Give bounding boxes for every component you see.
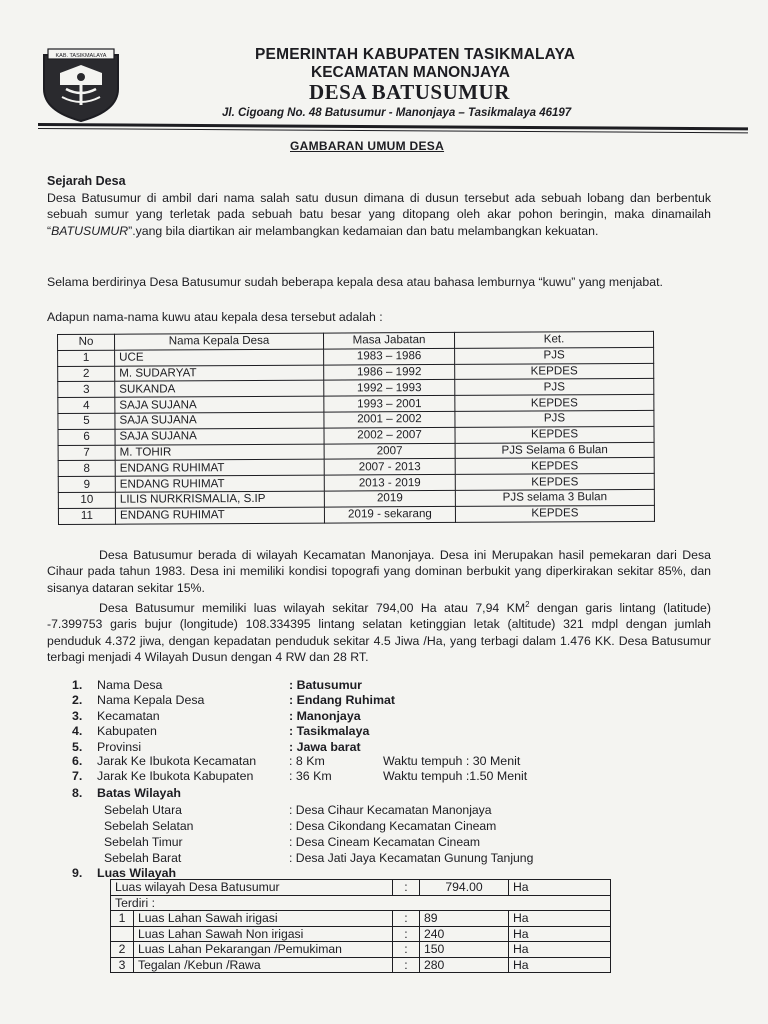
regency-emblem-logo (38, 45, 124, 123)
table-row: 3 SUKANDA 1992 – 1993 PJS (58, 379, 654, 398)
land-area-table (110, 879, 611, 973)
table-row: Luas wilayah Desa Batusumur : 794.00 Ha (111, 880, 611, 896)
table-row: Terdiri : (111, 895, 611, 911)
column-header-no: No (58, 334, 115, 350)
column-header-term: Masa Jabatan (323, 332, 454, 348)
village-heading: DESA BATUSUMUR (309, 80, 510, 104)
svg-text:KAB. TASIKMALAYA: KAB. TASIKMALAYA (55, 53, 107, 59)
area-paragraph: Desa Batusumur memiliki luas wilayah sekitar 794,00 Ha atau 7,94 $KM^2$ dengan garis lintang (latitude) -7.399753 garis bujur (longitude) 108.334395 lintang selatan ketinggian letak (altitude) 321 mdpl dengan jumlah penduduk 4.372 jiwa, dengan kepadatan penduduk sekitar 4.5 Jiwa /Ha, yang terbagi dalam 1.476 KK. Desa Batusumur terbagi menjadi 4 Wilayah Dusun dengan 4 RW dan 28 RT. (47, 600, 711, 664)
address-line: Jl. Cigoang No. 48 Batusumur - Manonjaya – Tasikmalaya 46197 (222, 107, 572, 119)
table-row: 2 Luas Lahan Pekarangan /Pemukiman : 150 Ha (111, 942, 611, 958)
table-row: 10 LILIS NURKRISMALIA, S.IP 2019 PJS selama 3 Bulan (58, 489, 654, 508)
location-paragraph: Desa Batusumur berada di wilayah Kecamatan Manonjaya. Desa ini Merupakan hasil pemekaran dari Desa Cihaur pada tahun 1983. Desa ini memiliki kondisi topografi yang dominan berbukit yang diperkirakan sekitar 85%, dan sisanya dataran sekitar 15%. (47, 548, 711, 595)
column-header-name: Nama Kepala Desa (115, 333, 324, 350)
table-row: 5 SAJA SUJANA 2001 – 2002 PJS (58, 410, 654, 429)
table-row: 3 Tegalan /Kebun /Rawa : 280 Ha (111, 957, 611, 973)
document-title: GAMBARAN UMUM DESA (290, 139, 445, 153)
table-row: 7 M. TOHIR 2007 PJS Selama 6 Bulan (58, 442, 654, 461)
border-item: Sebelah Selatan : Desa Cikondang Kecamatan Cineam (104, 819, 497, 833)
village-heads-table (57, 331, 655, 525)
history-paragraph: Desa Batusumur di ambil dari nama salah satu dusun dimana di dusun tersebut ada sebuah lobang dan berbentuk sebuah sumur yang terletak pada sebuah batu besar yang ditopang oleh akar pohon beringin, maka dinamailah “BATUSUMUR”.yang bila diartikan air melambangkan kedamaian dan batu melambangkan kekuatan. (47, 191, 711, 238)
government-heading: PEMERINTAH KABUPATEN TASIKMALAYA (255, 46, 576, 63)
document-page: KAB. TASIKMALAYA PEMERINTAH KABUPATEN TASIKMALAYA KECAMATAN MANONJAYA DESA BATUSUMUR Jl. Cigoang No. 48 Batusumur - Manonjaya – Tasikmalaya 46197 GAMBARAN UMUM DESA Sejarah Desa Desa Batusumur di ambil dari nama salah satu dusun dimana di dusun tersebut ada sebuah lobang dan berbentuk sebuah sumur yang terletak pada sebuah batu besar yang ditopang oleh akar pohon beringin, maka dinamailah “BATUSUMUR”.yang bila diartikan air melambangkan kedamaian dan batu melambangkan kekuatan. Selama berdirinya Desa Batusumur sudah beberapa kepala desa atau bahasa lemburnya “kuwu” yang menjabat. Adapun nama-nama kuwu atau kepala desa tersebut adalah : No Nama Kepala Desa Masa Jabatan Ket. 1 UCE 1983 – 1986 PJS 2 M. SUDARYAT 1986 – 1992 KEPDES 3 SUKANDA 1992 – 1993 PJS 4 SAJA SUJANA 1993 – 2001 KEPDES 5 SAJA SUJANA 2001 – 2002 PJS 6 SAJA SUJANA 2002 – 2007 KEPDES 7 M. TOHIR 2007 PJS Selama 6 Bulan 8 ENDANG RUHIMAT 2007 - 2013 KEPDES 9 ENDANG RUHIMAT 2013 - 2019 KEPDES 10 LILIS NURKRISMALIA, S.IP 2019 PJS selama 3 Bulan 11 ENDANG RUHIMAT 2019 - sekarang KEPDES Desa Batusumur berada di wilayah Kecamatan Manonjaya. Desa ini Merupakan hasil pemekaran dari Desa Cihaur pada tahun 1983. Desa ini memiliki kondisi topografi yang dominan berbukit yang diperkirakan sekitar 85%, dan sisanya dataran sekitar 15%. Desa Batusumur memiliki luas wilayah sekitar 794,00 Ha atau 7,94 $KM^2$ dengan garis lintang (latitude) -7.399753 garis bujur (longitude) 108.334395 lintang selatan ketinggian letak (altitude) 321 mdpl dengan jumlah penduduk 4.372 jiwa, dengan kepadatan penduduk sekitar 4.5 Jiwa /Ha, yang terbagi dalam 1.476 KK. Desa Batusumur terbagi menjadi 4 Wilayah Dusun dengan 4 RW dan 28 RT. 1. Nama Desa : Batusumur 2. Nama Kepala Desa : Endang Ruhimat 3. Kecamatan : Manonjaya 4. Kabupaten : Tasikmalaya 5. Provinsi : Jawa barat 6. Jarak Ke Ibukota Kecamatan : 8 Km Waktu tempuh : 30 Menit 7. Jarak Ke Ibukota Kabupaten : 36 Km Waktu tempuh :1.50 Menit 8. Batas Wilayah Sebelah Utara : Desa Cihaur Kecamatan Manonjaya Sebelah Selatan : Desa Cikondang Kecamatan Cineam Sebelah Timur : Desa Cineam Kecamatan Cineam Sebelah Barat : Desa Jati Jaya Kecamatan Gunung Tanjung 9. Luas Wilayah Luas wilayah Desa Batusumur : 794.00 Ha Terdiri : 1 Luas Lahan Sawah irigasi : 89 Ha Luas Lahan Sawah Non irigasi : 240 Ha 2 Luas Lahan Pekarangan /Pemukiman : 150 Ha 3 Tegalan /Kebun /Rawa : 280 Ha (0, 0, 768, 1024)
table-row: 9 ENDANG RUHIMAT 2013 - 2019 KEPDES (58, 474, 654, 493)
table-row: 2 M. SUDARYAT 1986 – 1992 KEPDES (58, 363, 654, 382)
border-item: Sebelah Timur : Desa Cineam Kecamatan Cineam (104, 835, 481, 849)
table-row: 6 SAJA SUJANA 2002 – 2007 KEPDES (58, 426, 654, 445)
section-title: Sejarah Desa (47, 174, 126, 188)
border-item: Sebelah Barat : Desa Jati Jaya Kecamatan Gunung Tanjung (104, 851, 534, 865)
kuwu-list-intro: Adapun nama-nama kuwu atau kepala desa tersebut adalah : (47, 310, 383, 324)
column-header-note: Ket. (454, 331, 653, 348)
table-row: 1 Luas Lahan Sawah irigasi : 89 Ha (111, 911, 611, 927)
table-row: 1 UCE 1983 – 1986 PJS (58, 347, 654, 366)
district-heading: KECAMATAN MANONJAYA (311, 64, 510, 81)
table-row: 11 ENDANG RUHIMAT 2019 - sekarang KEPDES (58, 505, 654, 524)
table-row: 8 ENDANG RUHIMAT 2007 - 2013 KEPDES (58, 458, 654, 477)
table-row: 4 SAJA SUJANA 1993 – 2001 KEPDES (58, 395, 654, 414)
border-item: Sebelah Utara : Desa Cihaur Kecamatan Manonjaya (104, 803, 492, 817)
kuwu-paragraph: Selama berdirinya Desa Batusumur sudah beberapa kepala desa atau bahasa lemburnya “kuwu” yang menjabat. (47, 275, 663, 289)
table-row: Luas Lahan Sawah Non irigasi : 240 Ha (111, 926, 611, 942)
